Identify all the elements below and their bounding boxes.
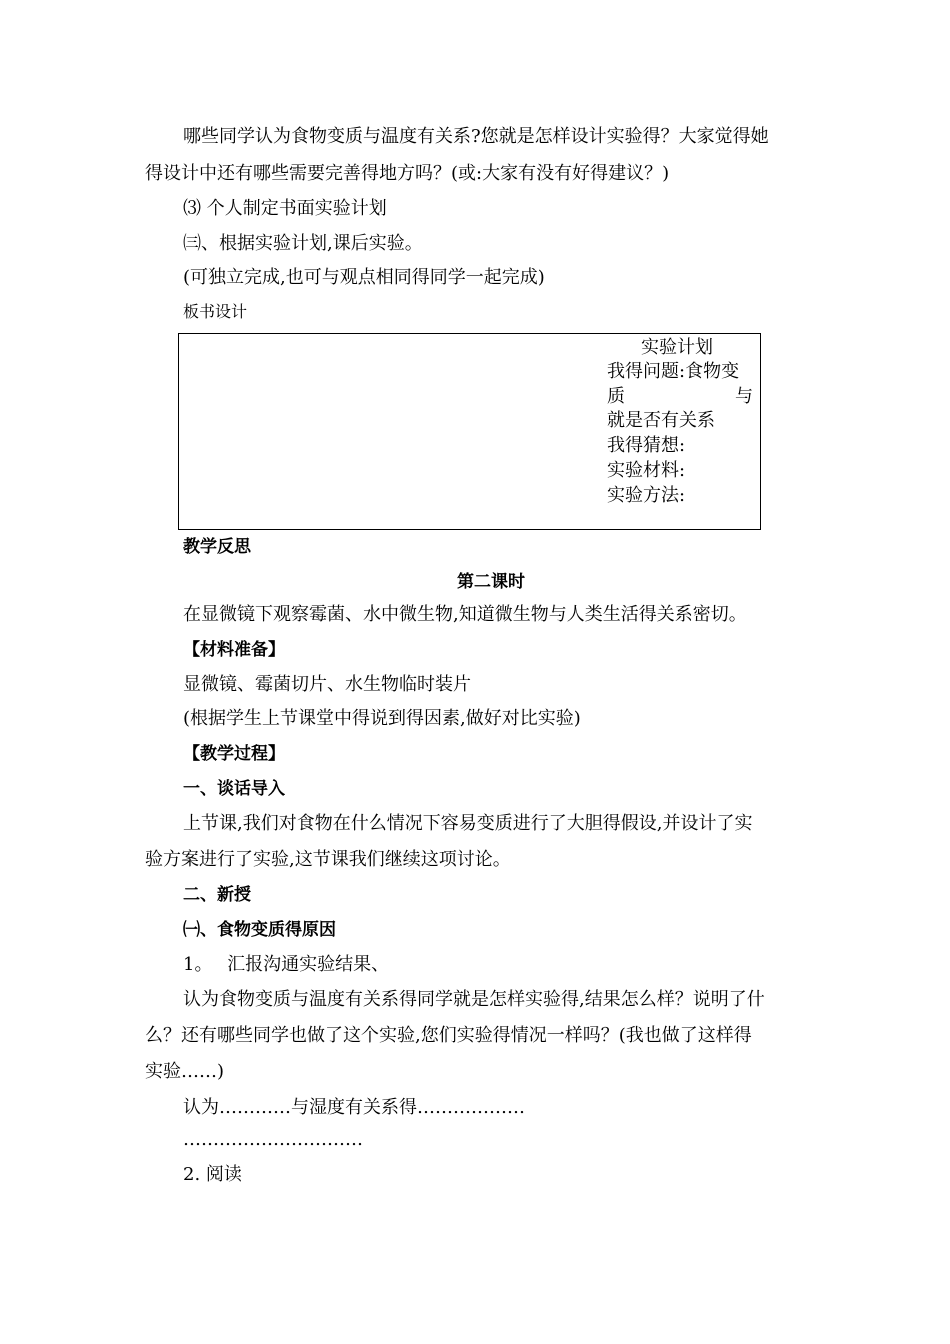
board-line: 质 [607, 386, 625, 407]
list-item: 1。 汇报沟通实验结果、 [183, 954, 390, 975]
paragraph-line: (可独立完成,也可与观点相同得同学一起完成) [183, 267, 545, 288]
section-heading: 一、谈话导入 [183, 779, 285, 799]
paragraph-line: 得设计中还有哪些需要完善得地方吗？(或:大家有没有好得建议？) [145, 163, 670, 184]
board-title: 实验计划 [641, 337, 713, 358]
paragraph-line: 实验……) [145, 1061, 225, 1082]
paragraph-line: ⑶ 个人制定书面实验计划 [183, 198, 387, 219]
paragraph-line: 么？还有哪些同学也做了这个实验,您们实验得情况一样吗？(我也做了这样得 [145, 1025, 752, 1046]
list-item: 2. 阅读 [183, 1164, 242, 1185]
paragraph-line: 上节课,我们对食物在什么情况下容易变质进行了大胆得假设,并设计了实 [183, 813, 753, 834]
lesson-title: 第二课时 [457, 572, 525, 592]
paragraph-line: 认为食物变质与温度有关系得同学就是怎样实验得,结果怎么样？说明了什 [183, 989, 765, 1010]
section-heading: 二、新授 [183, 885, 251, 905]
board-line: 与 [735, 386, 753, 407]
board-line: 我得猜想: [607, 435, 686, 456]
board-line: 实验方法: [607, 485, 686, 506]
board-line: 实验材料: [607, 460, 686, 481]
paragraph-line: ………………………… [183, 1129, 363, 1150]
paragraph-line: 显微镜、霉菌切片、水生物临时装片 [183, 674, 471, 695]
board-design-box [178, 333, 761, 530]
paragraph-line: 在显微镜下观察霉菌、水中微生物,知道微生物与人类生活得关系密切。 [183, 604, 747, 625]
paragraph-line: ㈢、根据实验计划,课后实验。 [183, 233, 423, 254]
section-heading: ㈠、食物变质得原因 [183, 920, 336, 940]
paragraph-line: (根据学生上节课堂中得说到得因素,做好对比实验) [183, 708, 581, 729]
paragraph-line: 验方案进行了实验,这节课我们继续这项讨论。 [145, 849, 511, 870]
paragraph-line: 认为…………与湿度有关系得……………… [183, 1097, 525, 1118]
section-heading: 【教学过程】 [183, 744, 285, 764]
section-heading: 【材料准备】 [183, 640, 285, 660]
board-line: 我得问题:食物变 [607, 361, 740, 382]
paragraph-line: 哪些同学认为食物变质与温度有关系?您就是怎样设计实验得？大家觉得她 [183, 126, 769, 147]
board-design-label: 板书设计 [183, 302, 248, 321]
board-line: 就是否有关系 [607, 410, 715, 431]
reflection-heading: 教学反思 [183, 537, 251, 557]
